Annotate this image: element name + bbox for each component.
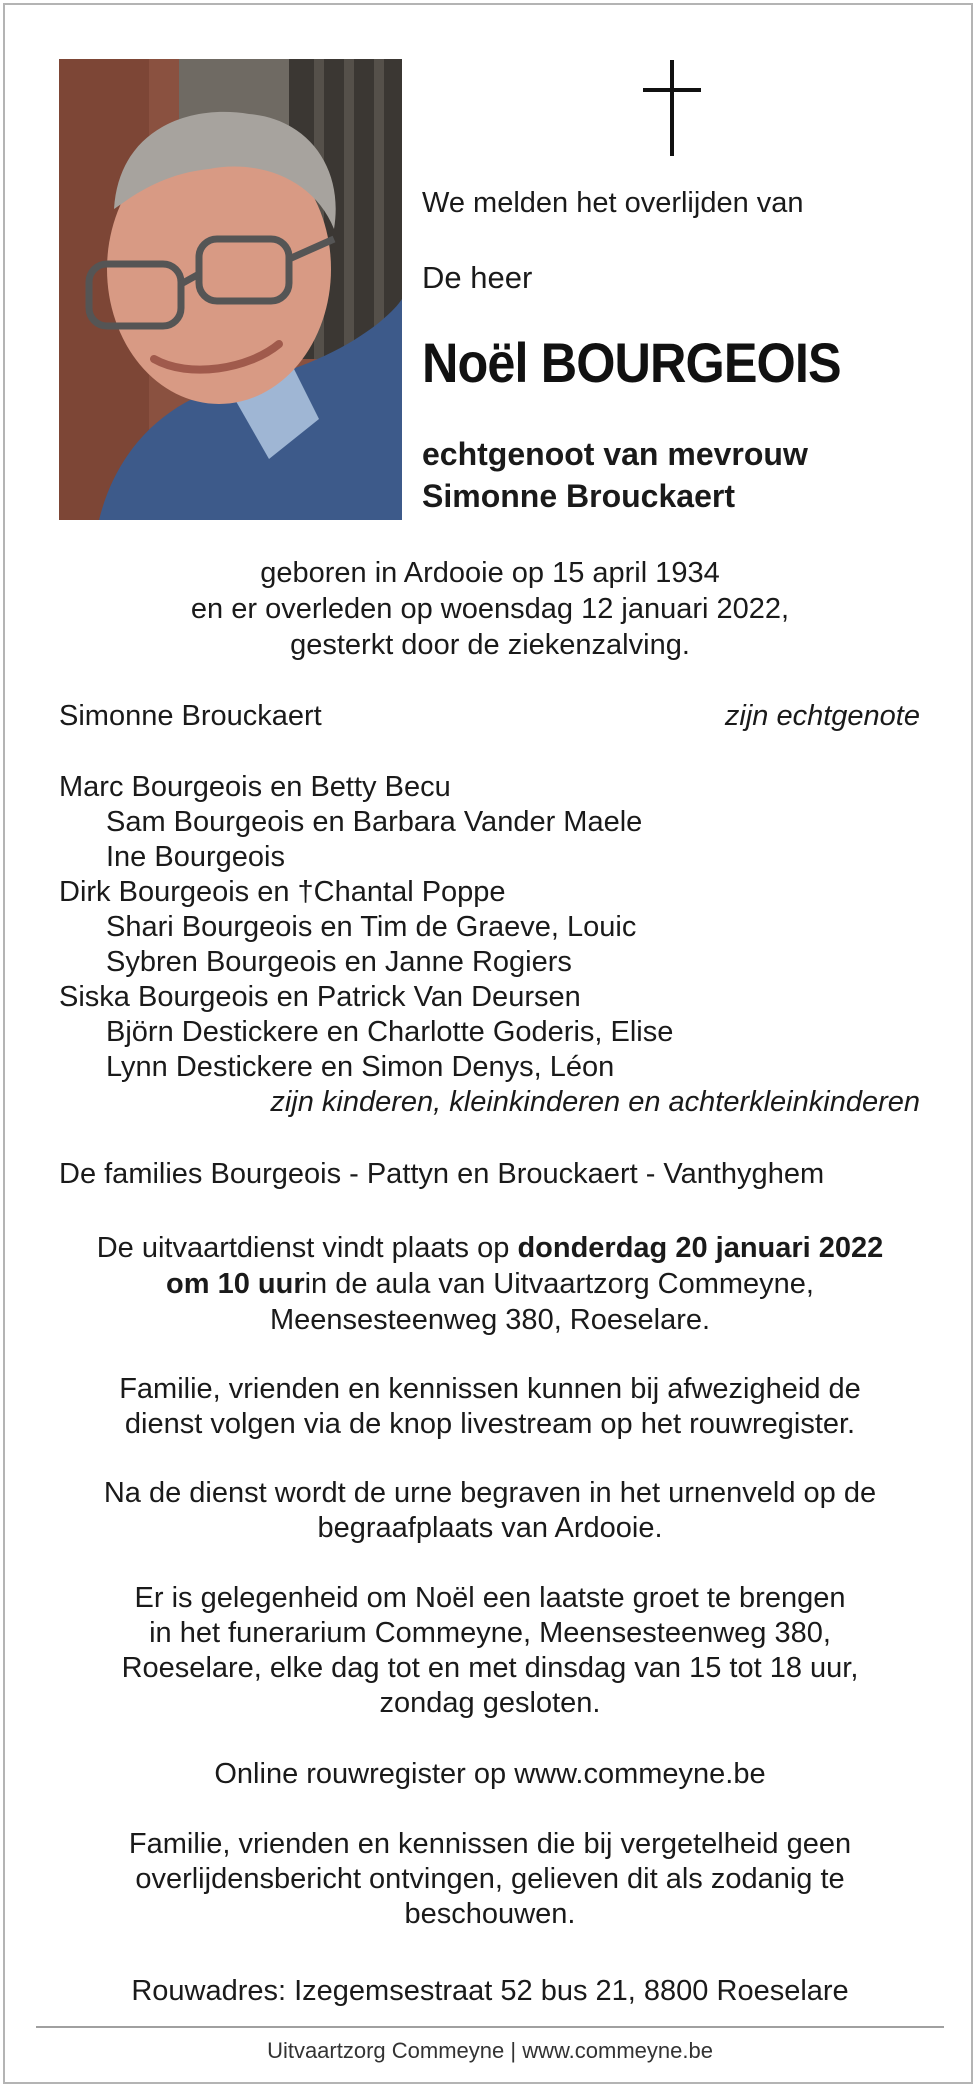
family-line: Shari Bourgeois en Tim de Graeve, Louic bbox=[106, 911, 637, 943]
livestream-line-1: Familie, vrienden en kennissen kunnen bij afwezigheid de bbox=[119, 1373, 861, 1405]
urn-line-1: Na de dienst wordt de urne begraven in het urnenveld op de bbox=[103, 1477, 877, 1509]
family-line: Sybren Bourgeois en Janne Rogiers bbox=[106, 946, 572, 978]
birth-line-3: gesterkt door de ziekenzalving. bbox=[290, 629, 690, 661]
portrait-photo bbox=[59, 59, 402, 520]
service-time: om 10 uur bbox=[166, 1268, 305, 1300]
family-line: Sam Bourgeois en Barbara Vander Maele bbox=[106, 806, 643, 838]
greeting-line-1: Er is gelegenheid om Noël een laatste groet te brengen bbox=[134, 1582, 846, 1614]
family-line: Björn Destickere en Charlotte Goderis, Elise bbox=[106, 1016, 674, 1048]
livestream-line-2: dienst volgen via de knop livestream op het rouwregister. bbox=[124, 1408, 856, 1440]
birth-line-2: en er overleden op woensdag 12 januari 2022, bbox=[190, 593, 790, 625]
families-line: De families Bourgeois - Pattyn en Brouckaert - Vanthyghem bbox=[59, 1158, 825, 1190]
greeting-line-4: zondag gesloten. bbox=[379, 1687, 601, 1719]
greeting-line-3: Roeselare, elke dag tot en met dinsdag van 15 tot 18 uur, bbox=[121, 1652, 859, 1684]
service-line-3: Meensesteenweg 380, Roeselare. bbox=[269, 1304, 711, 1336]
family-line: Siska Bourgeois en Patrick Van Deursen bbox=[59, 981, 581, 1013]
deceased-name: Noël BOURGEOIS bbox=[422, 331, 841, 394]
cross-icon bbox=[643, 60, 701, 156]
greeting-line-2: in het funerarium Commeyne, Meensesteenweg 380, bbox=[149, 1617, 831, 1649]
spouse-line-2: Simonne Brouckaert bbox=[422, 478, 735, 514]
family-line: Dirk Bourgeois en †Chantal Poppe bbox=[59, 876, 506, 908]
online-register-line: Online rouwregister op www.commeyne.be bbox=[214, 1758, 766, 1790]
honorific: De heer bbox=[422, 260, 533, 295]
family-line: Ine Bourgeois bbox=[106, 841, 285, 873]
footer-divider bbox=[36, 2026, 944, 2028]
spouse-line-1: echtgenoot van mevrouw bbox=[422, 436, 808, 472]
intro-text: We melden het overlijden van bbox=[422, 187, 804, 219]
notice-line-1: Familie, vrienden en kennissen die bij vergetelheid geen bbox=[128, 1828, 852, 1860]
family-line: Lynn Destickere en Simon Denys, Léon bbox=[106, 1051, 615, 1083]
service-date: donderdag 20 januari 2022 bbox=[517, 1232, 884, 1264]
spouse-name: Simonne Brouckaert bbox=[59, 700, 322, 732]
footer-text: Uitvaartzorg Commeyne | www.commeyne.be bbox=[267, 2038, 713, 2063]
notice-line-3: beschouwen. bbox=[404, 1898, 576, 1930]
service-line-1: De uitvaartdienst vindt plaats op donderdag 20 januari 2022 bbox=[96, 1232, 884, 1264]
family-line: Marc Bourgeois en Betty Becu bbox=[59, 771, 451, 803]
birth-line-1: geboren in Ardooie op 15 april 1934 bbox=[260, 557, 720, 589]
spouse-role: zijn echtgenote bbox=[724, 700, 920, 732]
family-role: zijn kinderen, kleinkinderen en achterkleinkinderen bbox=[270, 1086, 920, 1118]
urn-line-2: begraafplaats van Ardooie. bbox=[317, 1512, 663, 1544]
mourning-address: Rouwadres: Izegemsestraat 52 bus 21, 8800 Roeselare bbox=[131, 1975, 849, 2007]
service-line-2: om 10 uurin de aula van Uitvaartzorg Commeyne, bbox=[166, 1268, 814, 1300]
notice-line-2: overlijdensbericht ontvingen, gelieven dit als zodanig te bbox=[135, 1863, 845, 1895]
